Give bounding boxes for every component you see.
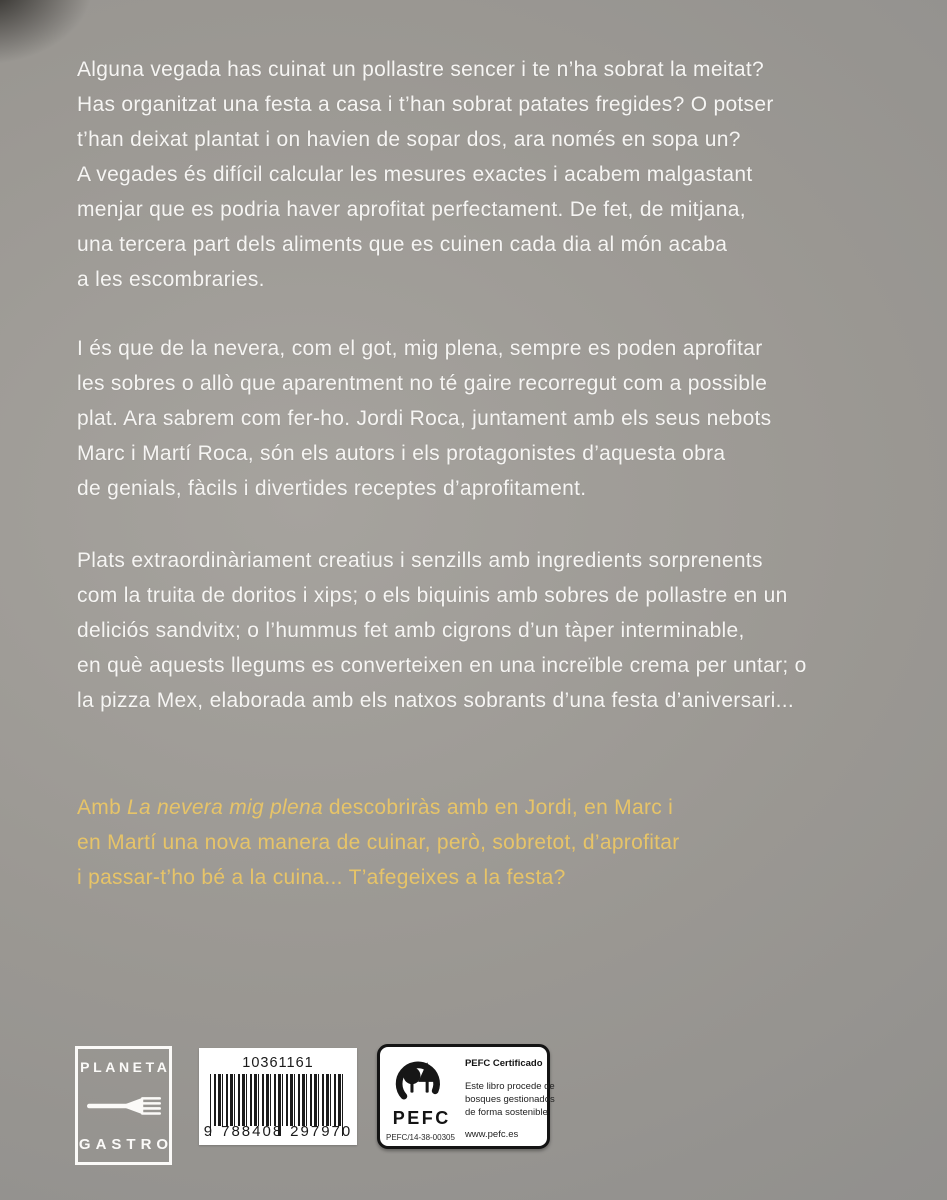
text-line: com la truita de doritos i xips; o els biquinis amb sobres de pollastre en un	[77, 584, 788, 607]
text-line: deliciós sandvitx; o l’hummus fet amb cigrons d’un tàper interminable,	[77, 619, 745, 642]
pefc-trees-icon	[391, 1056, 449, 1106]
pefc-wordmark: PEFC	[392, 1108, 451, 1128]
fork-icon	[87, 1096, 161, 1116]
text-line: Plats extraordinàriament creatius i senzills amb ingredients sorprenents	[77, 549, 763, 572]
pefc-description: Este libro procede de bosques gestionados de forma sostenible	[464, 1081, 555, 1118]
text-line: t’han deixat plantat i on havien de sopar dos, ara només en sopa un?	[77, 128, 741, 151]
text-line: Has organitzat una festa a casa i t’han sobrat patates fregides? O potser	[77, 93, 774, 116]
publisher-name-top: PLANETA	[80, 1059, 171, 1075]
publisher-logo-planeta-gastro	[75, 1046, 172, 1165]
pefc-text-column	[455, 1047, 565, 1146]
pefc-website: www.pefc.es	[464, 1129, 519, 1140]
text-line: les sobres o allò que aparentment no té gaire recorregut com a possible	[77, 372, 768, 395]
text-line: a les escombraries.	[77, 268, 265, 291]
text-line: plat. Ara sabrem com fer-ho. Jordi Roca, juntament amb els seus nebots	[77, 407, 772, 430]
book-title: La nevera mig plena	[126, 796, 323, 819]
text-line: en Martí una nova manera de cuinar, però, sobretot, d’aprofitar	[77, 831, 680, 854]
text-line	[77, 790, 680, 825]
pefc-license-number: PEFC/14-38-00305	[386, 1133, 455, 1142]
pefc-heading: PEFC Certificado	[464, 1058, 543, 1069]
text-line: la pizza Mex, elaborada amb els natxos sobrants d’una festa d’aniversari...	[77, 689, 795, 712]
paragraph-recipes	[77, 543, 807, 718]
highlight-prefix: Amb	[77, 796, 122, 819]
highlight-rest: descobriràs amb en Jordi, en Marc i	[328, 796, 674, 819]
bottom-logo-row	[75, 1044, 555, 1165]
text-line: de genials, fàcils i divertides receptes d’aprofitament.	[77, 477, 587, 500]
paragraph-intro	[77, 52, 774, 297]
barcode-ean-number	[204, 1123, 352, 1140]
highlight-paragraph	[77, 790, 680, 895]
ean-prefix: 9	[203, 1123, 215, 1140]
pefc-certification-label	[377, 1044, 555, 1149]
text-line: Marc i Martí Roca, són els autors i els protagonistes d’aquesta obra	[77, 442, 726, 465]
text-line: menjar que es podria haver aprofitat perfectament. De fet, de mitjana,	[77, 198, 746, 221]
paragraph-authors	[77, 331, 772, 506]
text-line: Alguna vegada has cuinat un pollastre sencer i te n’ha sobrat la meitat?	[77, 58, 765, 81]
ean-group2: 297970	[290, 1123, 353, 1140]
pefc-logo-column	[380, 1047, 455, 1146]
ean-group1: 788408	[221, 1123, 284, 1140]
text-line: A vegades és difícil calcular les mesures exactes i acabem malgastant	[77, 163, 753, 186]
text-line: en què aquests llegums es converteixen en una increïble crema per untar; o	[77, 654, 807, 677]
text-line: i passar-t’ho bé a la cuina... T’afegeixes a la festa?	[77, 866, 566, 889]
text-line: I és que de la nevera, com el got, mig plena, sempre es poden aprofitar	[77, 337, 763, 360]
barcode-internal-number: 10361161	[242, 1055, 314, 1071]
publisher-name-bottom: GASTRO	[78, 1136, 174, 1153]
text-line: una tercera part dels aliments que es cuinen cada dia al món acaba	[77, 233, 728, 256]
barcode-block	[199, 1048, 357, 1145]
